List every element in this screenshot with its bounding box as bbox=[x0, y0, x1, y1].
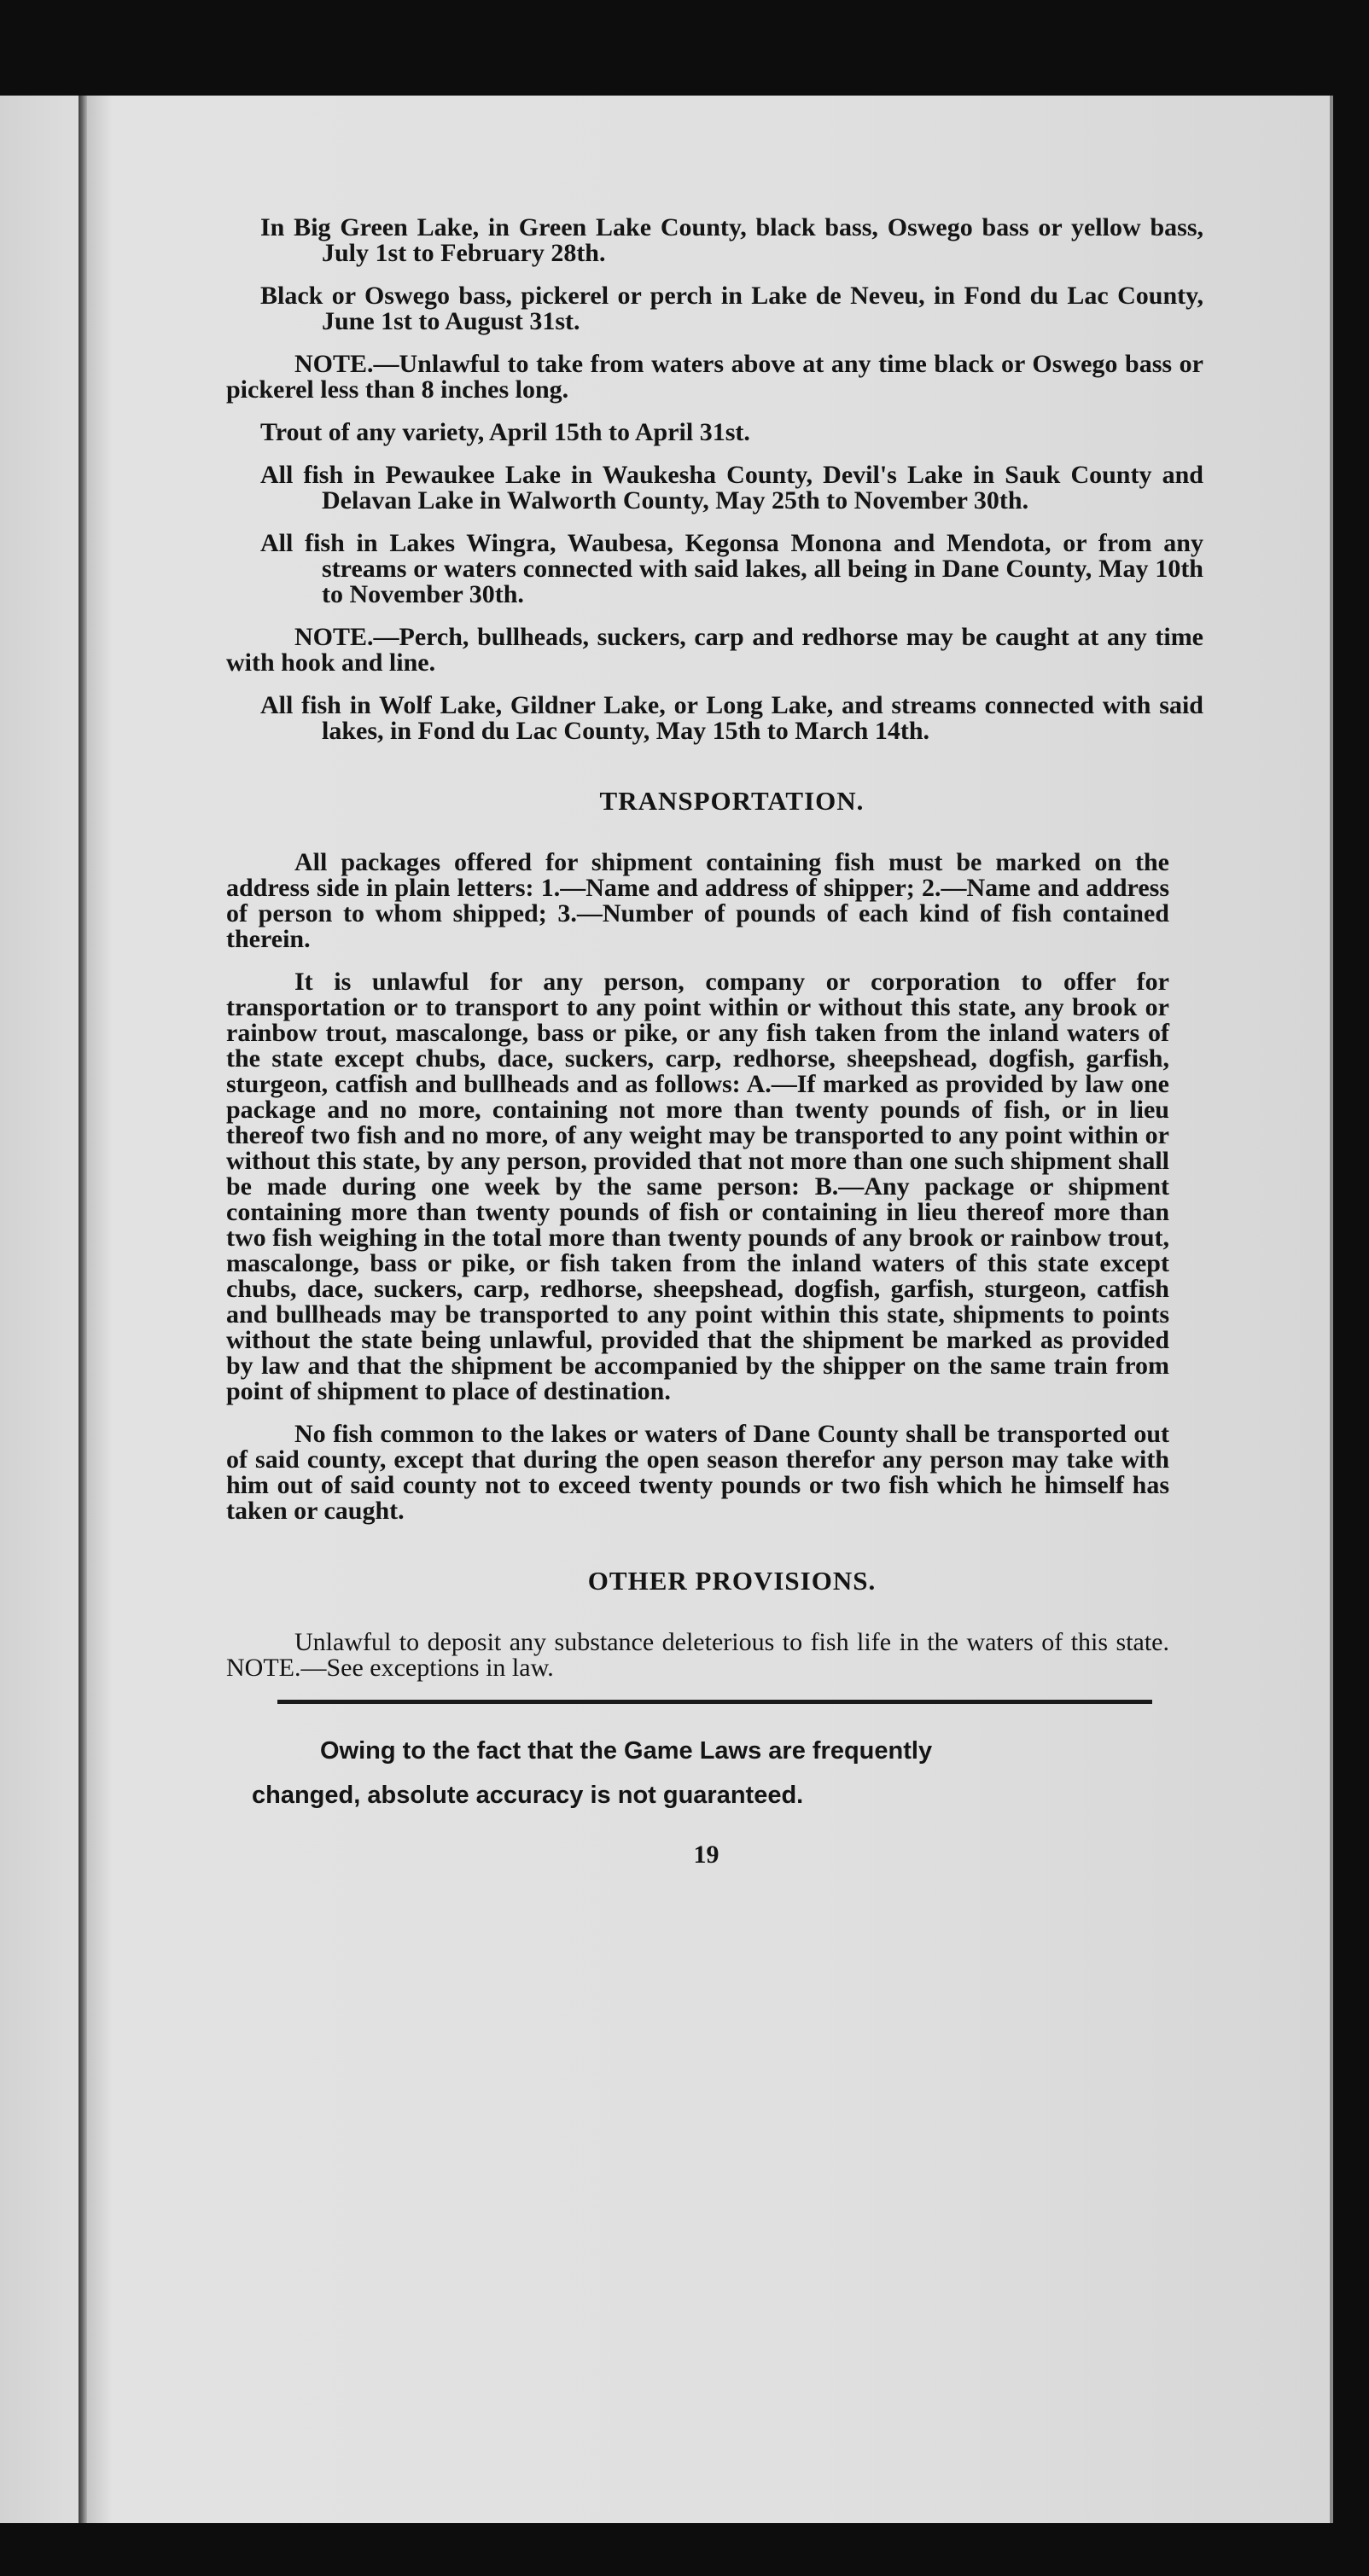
binding-shadow bbox=[87, 96, 113, 2523]
disclaimer-line-1: Owing to the fact that the Game Laws are frequently bbox=[320, 1737, 933, 1765]
note-hook-and-line: NOTE.—Perch, bullheads, suckers, carp and redhorse may be caught at any time with hook and line. bbox=[226, 623, 1203, 677]
binding-spine bbox=[79, 96, 87, 2523]
transport-paragraph-rules: It is unlawful for any person, company or corporation to offer for transportation or to transport to any point within or without this state, any brook or rainbow trout, mascalonge, bass or pike, or any fish taken from the inland waters of the state except chubs, dace, suckers, carp, redhorse, sheepshead, dogfish, garfish, sturgeon, catfish and bullheads and as follows: A.—If marked as provided by law one package and no more, containing not more than twenty pounds of fish, or in lieu thereof two fish and no more, of any weight may be transported to any point within or without this state, by any person, provided that not more than one such shipment shall be made during one week by the same person: B.—Any package or shipment containing more than twenty pounds of fish or containing in lieu thereof more than two fish weighing in the total more than twenty pounds of any brook or rainbow trout, mascalonge, bass or pike, or fish taken from the inland waters of this state except chubs, dace, suckers, carp, redhorse, sheepshead, dogfish, garfish, sturgeon, catfish and bullheads may be transported to any point within this state, shipments to points without the state being unlawful, provided that the shipment be marked as provided by law and that the shipment be accompanied by the shipper on the same train from point of shipment to place of destination. bbox=[226, 968, 1169, 1405]
season-trout: Trout of any variety, April 15th to April 31st. bbox=[260, 418, 750, 446]
page-edge bbox=[1330, 96, 1333, 2523]
other-provisions-paragraph: Unlawful to deposit any substance deleterious to fish life in the waters of this state. NOTE.—See exceptions in law. bbox=[226, 1628, 1169, 1682]
page-body bbox=[226, 213, 1203, 1869]
heading-other-provisions: OTHER PROVISIONS. bbox=[587, 1566, 877, 1596]
transport-paragraph-marking: All packages offered for shipment containing fish must be marked on the address side in plain letters: 1.—Name and address of shipper; 2.—Name and address of person to whom shipped; 3.—Number of pounds of each kind of fish contained therein. bbox=[226, 848, 1169, 953]
disclaimer bbox=[252, 1729, 1169, 1817]
divider-rule bbox=[277, 1700, 1152, 1704]
paper-sheet bbox=[0, 96, 1333, 2523]
heading-transportation: TRANSPORTATION. bbox=[599, 786, 865, 816]
disclaimer-line-2: changed, absolute accuracy is not guaranteed. bbox=[252, 1782, 804, 1809]
season-lake-de-neveu: Black or Oswego bass, pickerel or perch in Lake de Neveu, in Fond du Lac County, June 1st to August 31st. bbox=[260, 282, 1203, 335]
season-wolf-lake: All fish in Wolf Lake, Gildner Lake, or Long Lake, and streams connected with said lakes, in Fond du Lac County, May 15th to March 14th. bbox=[260, 691, 1203, 745]
season-green-lake: In Big Green Lake, in Green Lake County, black bass, Oswego bass or yellow bass, July 1st to February 28th. bbox=[260, 213, 1203, 267]
note-size-limit: NOTE.—Unlawful to take from waters above at any time black or Oswego bass or pickerel less than 8 inches long. bbox=[226, 350, 1203, 404]
season-dane-lakes: All fish in Lakes Wingra, Waubesa, Kegonsa Monona and Mendota, or from any streams or waters connected with said lakes, all being in Dane County, May 10th to November 30th. bbox=[260, 529, 1203, 608]
season-pewaukee: All fish in Pewaukee Lake in Waukesha County, Devil's Lake in Sauk County and Delavan Lake in Walworth County, May 25th to November 30th. bbox=[260, 461, 1203, 515]
page-number: 19 bbox=[693, 1840, 719, 1869]
transport-paragraph-dane-county: No fish common to the lakes or waters of Dane County shall be transported out of said county, except that during the open season therefor any person may take with him out of said county not to exceed twenty pounds or two fish which he himself has taken or caught. bbox=[226, 1420, 1169, 1525]
